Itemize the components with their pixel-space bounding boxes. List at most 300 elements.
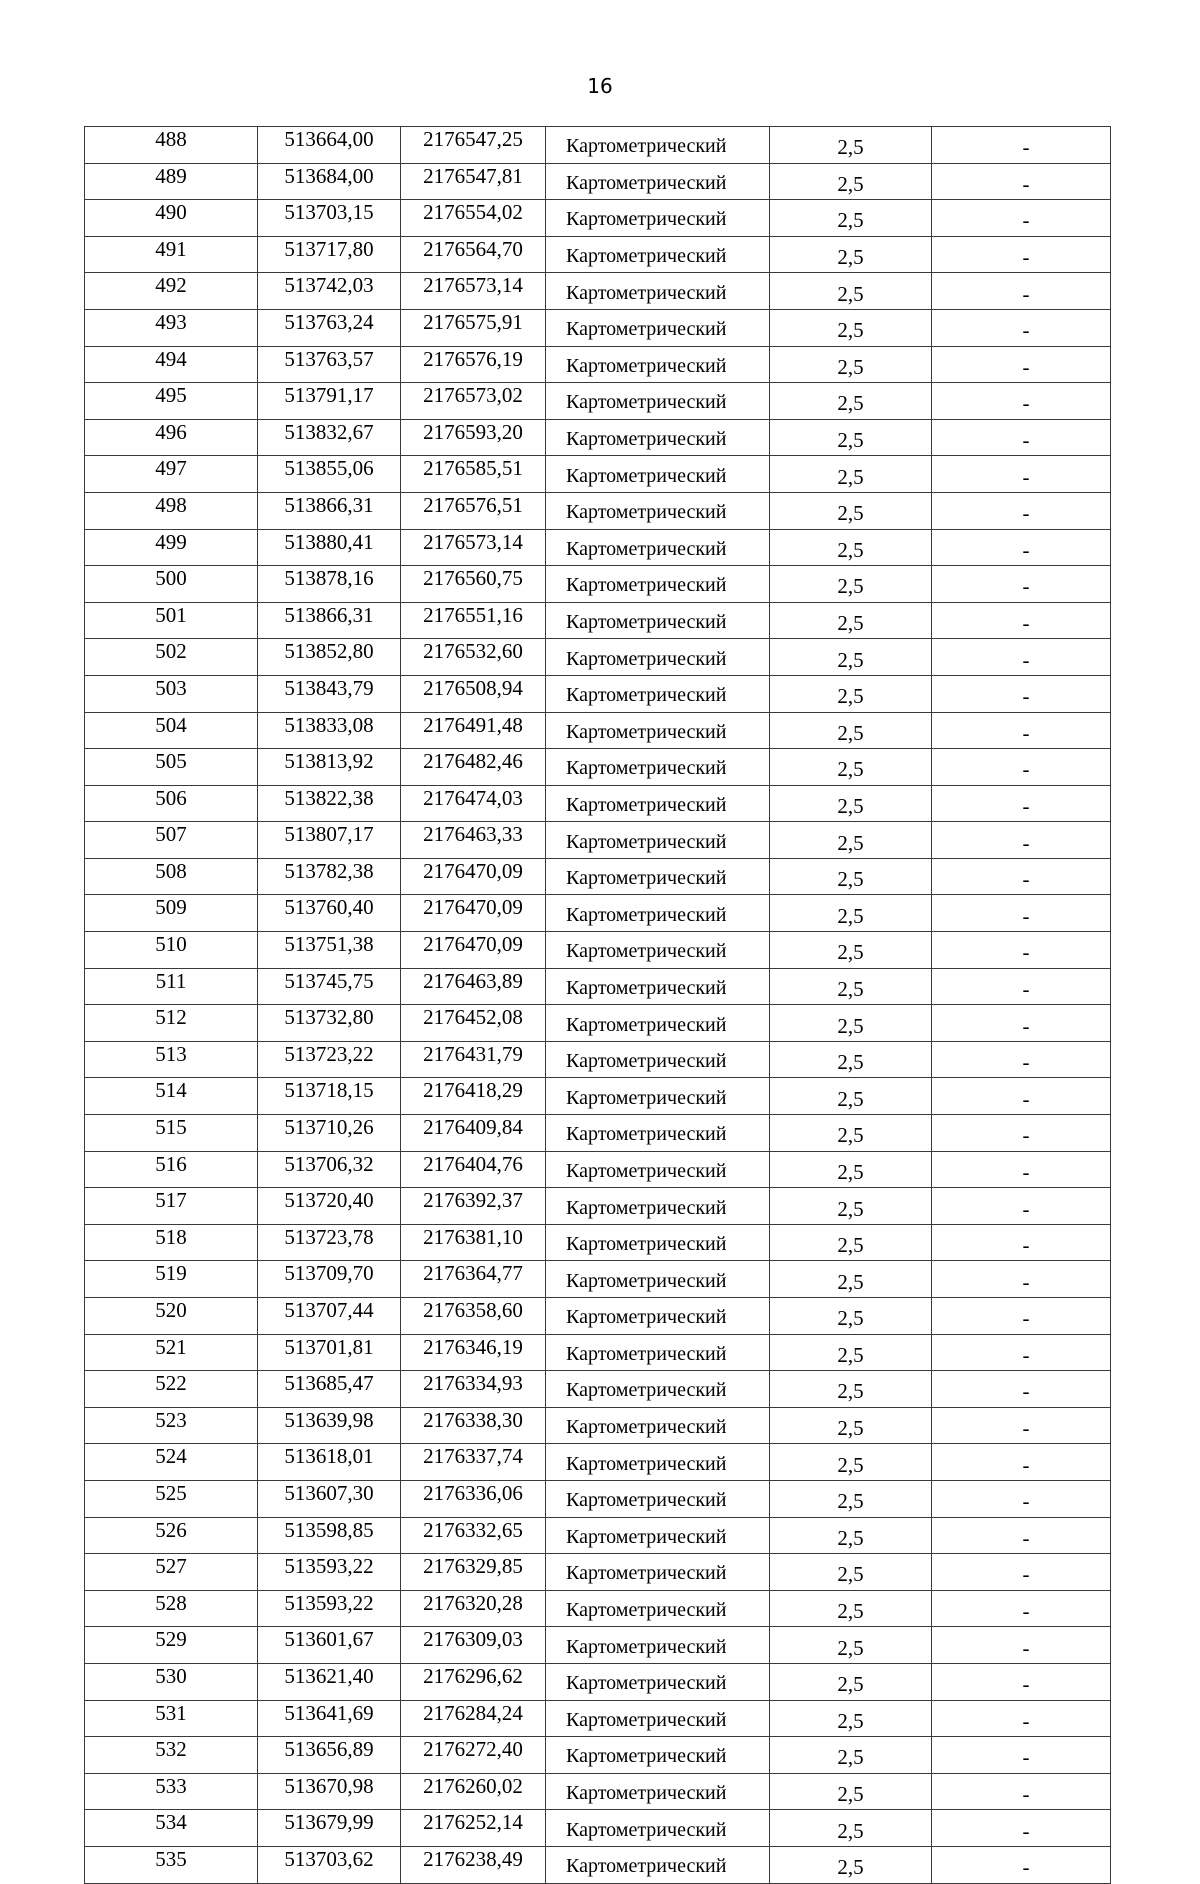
- description-cell: -: [932, 273, 1111, 310]
- point-number-cell: 504: [85, 712, 258, 749]
- description-cell: -: [932, 1078, 1111, 1115]
- accuracy-cell: 2,5: [770, 1590, 932, 1627]
- table-row: [85, 785, 1111, 822]
- accuracy-cell: 2,5: [770, 1224, 932, 1261]
- method-cell: Картометрический: [546, 163, 770, 200]
- table-row: [85, 1444, 1111, 1481]
- y-coordinate-cell: 2176358,60: [401, 1298, 546, 1335]
- accuracy-cell: 2,5: [770, 1298, 932, 1335]
- description-cell: -: [932, 1407, 1111, 1444]
- table-row: [85, 1810, 1111, 1847]
- x-coordinate-cell: 513593,22: [258, 1554, 401, 1591]
- point-number-cell: 528: [85, 1590, 258, 1627]
- x-coordinate-cell: 513843,79: [258, 675, 401, 712]
- x-coordinate-cell: 513760,40: [258, 895, 401, 932]
- accuracy-cell: 2,5: [770, 1737, 932, 1774]
- description-cell: -: [932, 1005, 1111, 1042]
- point-number-cell: 496: [85, 419, 258, 456]
- x-coordinate-cell: 513670,98: [258, 1773, 401, 1810]
- method-cell: Картометрический: [546, 675, 770, 712]
- x-coordinate-cell: 513684,00: [258, 163, 401, 200]
- table-row: [85, 1700, 1111, 1737]
- method-cell: Картометрический: [546, 932, 770, 969]
- method-cell: Картометрический: [546, 1700, 770, 1737]
- table-row: [85, 858, 1111, 895]
- table-row: [85, 529, 1111, 566]
- table-row: [85, 1773, 1111, 1810]
- table-row: [85, 1298, 1111, 1335]
- description-cell: -: [932, 1298, 1111, 1335]
- description-cell: -: [932, 1224, 1111, 1261]
- y-coordinate-cell: 2176409,84: [401, 1115, 546, 1152]
- method-cell: Картометрический: [546, 712, 770, 749]
- description-cell: -: [932, 492, 1111, 529]
- table-row: [85, 968, 1111, 1005]
- x-coordinate-cell: 513732,80: [258, 1005, 401, 1042]
- method-cell: Картометрический: [546, 346, 770, 383]
- x-coordinate-cell: 513880,41: [258, 529, 401, 566]
- accuracy-cell: 2,5: [770, 639, 932, 676]
- x-coordinate-cell: 513703,62: [258, 1846, 401, 1883]
- x-coordinate-cell: 513745,75: [258, 968, 401, 1005]
- table-row: [85, 675, 1111, 712]
- description-cell: -: [932, 346, 1111, 383]
- method-cell: Картометрический: [546, 1517, 770, 1554]
- table-row: [85, 1846, 1111, 1883]
- description-cell: -: [932, 602, 1111, 639]
- method-cell: Картометрический: [546, 1151, 770, 1188]
- point-number-cell: 530: [85, 1663, 258, 1700]
- accuracy-cell: 2,5: [770, 1334, 932, 1371]
- accuracy-cell: 2,5: [770, 1846, 932, 1883]
- y-coordinate-cell: 2176364,77: [401, 1261, 546, 1298]
- accuracy-cell: 2,5: [770, 1554, 932, 1591]
- table-row: [85, 1480, 1111, 1517]
- x-coordinate-cell: 513601,67: [258, 1627, 401, 1664]
- method-cell: Картометрический: [546, 1737, 770, 1774]
- table-row: [85, 1627, 1111, 1664]
- point-number-cell: 488: [85, 127, 258, 164]
- y-coordinate-cell: 2176332,65: [401, 1517, 546, 1554]
- point-number-cell: 501: [85, 602, 258, 639]
- description-cell: -: [932, 1773, 1111, 1810]
- description-cell: -: [932, 968, 1111, 1005]
- y-coordinate-cell: 2176474,03: [401, 785, 546, 822]
- accuracy-cell: 2,5: [770, 1188, 932, 1225]
- x-coordinate-cell: 513813,92: [258, 749, 401, 786]
- description-cell: -: [932, 456, 1111, 493]
- point-number-cell: 508: [85, 858, 258, 895]
- y-coordinate-cell: 2176463,89: [401, 968, 546, 1005]
- y-coordinate-cell: 2176338,30: [401, 1407, 546, 1444]
- point-number-cell: 505: [85, 749, 258, 786]
- table-row: [85, 566, 1111, 603]
- table-row: [85, 200, 1111, 237]
- y-coordinate-cell: 2176272,40: [401, 1737, 546, 1774]
- method-cell: Картометрический: [546, 200, 770, 237]
- page-number: 16: [587, 74, 613, 98]
- accuracy-cell: 2,5: [770, 1444, 932, 1481]
- y-coordinate-cell: 2176431,79: [401, 1041, 546, 1078]
- point-number-cell: 524: [85, 1444, 258, 1481]
- x-coordinate-cell: 513742,03: [258, 273, 401, 310]
- x-coordinate-cell: 513717,80: [258, 236, 401, 273]
- x-coordinate-cell: 513707,44: [258, 1298, 401, 1335]
- method-cell: Картометрический: [546, 1115, 770, 1152]
- method-cell: Картометрический: [546, 749, 770, 786]
- accuracy-cell: 2,5: [770, 1773, 932, 1810]
- method-cell: Картометрический: [546, 1334, 770, 1371]
- y-coordinate-cell: 2176334,93: [401, 1371, 546, 1408]
- y-coordinate-cell: 2176238,49: [401, 1846, 546, 1883]
- y-coordinate-cell: 2176547,81: [401, 163, 546, 200]
- description-cell: -: [932, 785, 1111, 822]
- x-coordinate-cell: 513723,78: [258, 1224, 401, 1261]
- point-number-cell: 526: [85, 1517, 258, 1554]
- x-coordinate-cell: 513763,57: [258, 346, 401, 383]
- y-coordinate-cell: 2176418,29: [401, 1078, 546, 1115]
- point-number-cell: 519: [85, 1261, 258, 1298]
- table-row: [85, 1005, 1111, 1042]
- table-row: [85, 163, 1111, 200]
- description-cell: -: [932, 749, 1111, 786]
- description-cell: -: [932, 163, 1111, 200]
- table-row: [85, 309, 1111, 346]
- x-coordinate-cell: 513833,08: [258, 712, 401, 749]
- method-cell: Картометрический: [546, 858, 770, 895]
- method-cell: Картометрический: [546, 1773, 770, 1810]
- table-row: [85, 639, 1111, 676]
- method-cell: Картометрический: [546, 1480, 770, 1517]
- description-cell: -: [932, 1627, 1111, 1664]
- method-cell: Картометрический: [546, 492, 770, 529]
- point-number-cell: 525: [85, 1480, 258, 1517]
- method-cell: Картометрический: [546, 639, 770, 676]
- y-coordinate-cell: 2176564,70: [401, 236, 546, 273]
- accuracy-cell: 2,5: [770, 200, 932, 237]
- y-coordinate-cell: 2176554,02: [401, 200, 546, 237]
- description-cell: -: [932, 1846, 1111, 1883]
- table-row: [85, 895, 1111, 932]
- table-row: [85, 1371, 1111, 1408]
- description-cell: -: [932, 675, 1111, 712]
- y-coordinate-cell: 2176585,51: [401, 456, 546, 493]
- table-row: [85, 346, 1111, 383]
- description-cell: -: [932, 1371, 1111, 1408]
- point-number-cell: 506: [85, 785, 258, 822]
- method-cell: Картометрический: [546, 1810, 770, 1847]
- y-coordinate-cell: 2176547,25: [401, 127, 546, 164]
- accuracy-cell: 2,5: [770, 675, 932, 712]
- point-number-cell: 491: [85, 236, 258, 273]
- description-cell: -: [932, 1444, 1111, 1481]
- table-row: [85, 127, 1111, 164]
- description-cell: -: [932, 1554, 1111, 1591]
- x-coordinate-cell: 513832,67: [258, 419, 401, 456]
- point-number-cell: 511: [85, 968, 258, 1005]
- x-coordinate-cell: 513703,15: [258, 200, 401, 237]
- y-coordinate-cell: 2176551,16: [401, 602, 546, 639]
- y-coordinate-cell: 2176404,76: [401, 1151, 546, 1188]
- accuracy-cell: 2,5: [770, 566, 932, 603]
- x-coordinate-cell: 513866,31: [258, 492, 401, 529]
- method-cell: Картометрический: [546, 566, 770, 603]
- point-number-cell: 502: [85, 639, 258, 676]
- y-coordinate-cell: 2176463,33: [401, 822, 546, 859]
- y-coordinate-cell: 2176284,24: [401, 1700, 546, 1737]
- point-number-cell: 533: [85, 1773, 258, 1810]
- accuracy-cell: 2,5: [770, 456, 932, 493]
- method-cell: Картометрический: [546, 785, 770, 822]
- point-number-cell: 495: [85, 383, 258, 420]
- point-number-cell: 532: [85, 1737, 258, 1774]
- y-coordinate-cell: 2176576,19: [401, 346, 546, 383]
- accuracy-cell: 2,5: [770, 1407, 932, 1444]
- y-coordinate-cell: 2176337,74: [401, 1444, 546, 1481]
- method-cell: Картометрический: [546, 383, 770, 420]
- x-coordinate-cell: 513763,24: [258, 309, 401, 346]
- point-number-cell: 521: [85, 1334, 258, 1371]
- accuracy-cell: 2,5: [770, 932, 932, 969]
- point-number-cell: 507: [85, 822, 258, 859]
- point-number-cell: 509: [85, 895, 258, 932]
- x-coordinate-cell: 513639,98: [258, 1407, 401, 1444]
- accuracy-cell: 2,5: [770, 1261, 932, 1298]
- x-coordinate-cell: 513621,40: [258, 1663, 401, 1700]
- y-coordinate-cell: 2176381,10: [401, 1224, 546, 1261]
- description-cell: -: [932, 1737, 1111, 1774]
- point-number-cell: 527: [85, 1554, 258, 1591]
- method-cell: Картометрический: [546, 1005, 770, 1042]
- x-coordinate-cell: 513710,26: [258, 1115, 401, 1152]
- x-coordinate-cell: 513807,17: [258, 822, 401, 859]
- x-coordinate-cell: 513782,38: [258, 858, 401, 895]
- accuracy-cell: 2,5: [770, 1078, 932, 1115]
- table-row: [85, 1663, 1111, 1700]
- method-cell: Картометрический: [546, 127, 770, 164]
- point-number-cell: 489: [85, 163, 258, 200]
- x-coordinate-cell: 513718,15: [258, 1078, 401, 1115]
- description-cell: -: [932, 1115, 1111, 1152]
- table-row: [85, 822, 1111, 859]
- table-row: [85, 1224, 1111, 1261]
- method-cell: Картометрический: [546, 1224, 770, 1261]
- y-coordinate-cell: 2176329,85: [401, 1554, 546, 1591]
- table-row: [85, 1115, 1111, 1152]
- description-cell: -: [932, 529, 1111, 566]
- method-cell: Картометрический: [546, 1188, 770, 1225]
- y-coordinate-cell: 2176508,94: [401, 675, 546, 712]
- description-cell: -: [932, 1663, 1111, 1700]
- point-number-cell: 493: [85, 309, 258, 346]
- method-cell: Картометрический: [546, 456, 770, 493]
- y-coordinate-cell: 2176320,28: [401, 1590, 546, 1627]
- table-row: [85, 749, 1111, 786]
- accuracy-cell: 2,5: [770, 383, 932, 420]
- point-number-cell: 535: [85, 1846, 258, 1883]
- description-cell: -: [932, 419, 1111, 456]
- table-row: [85, 1334, 1111, 1371]
- x-coordinate-cell: 513720,40: [258, 1188, 401, 1225]
- description-cell: -: [932, 1334, 1111, 1371]
- x-coordinate-cell: 513593,22: [258, 1590, 401, 1627]
- accuracy-cell: 2,5: [770, 712, 932, 749]
- x-coordinate-cell: 513679,99: [258, 1810, 401, 1847]
- y-coordinate-cell: 2176532,60: [401, 639, 546, 676]
- accuracy-cell: 2,5: [770, 273, 932, 310]
- accuracy-cell: 2,5: [770, 822, 932, 859]
- accuracy-cell: 2,5: [770, 1115, 932, 1152]
- table-row: [85, 1188, 1111, 1225]
- method-cell: Картометрический: [546, 1078, 770, 1115]
- table-row: [85, 273, 1111, 310]
- y-coordinate-cell: 2176575,91: [401, 309, 546, 346]
- table-row: [85, 602, 1111, 639]
- accuracy-cell: 2,5: [770, 309, 932, 346]
- point-number-cell: 522: [85, 1371, 258, 1408]
- method-cell: Картометрический: [546, 968, 770, 1005]
- x-coordinate-cell: 513791,17: [258, 383, 401, 420]
- point-number-cell: 531: [85, 1700, 258, 1737]
- y-coordinate-cell: 2176309,03: [401, 1627, 546, 1664]
- table-row: [85, 1590, 1111, 1627]
- method-cell: Картометрический: [546, 1663, 770, 1700]
- description-cell: -: [932, 1700, 1111, 1737]
- method-cell: Картометрический: [546, 273, 770, 310]
- accuracy-cell: 2,5: [770, 163, 932, 200]
- point-number-cell: 520: [85, 1298, 258, 1335]
- table-row: [85, 1041, 1111, 1078]
- coordinates-table-body: [85, 127, 1111, 1884]
- x-coordinate-cell: 513866,31: [258, 602, 401, 639]
- accuracy-cell: 2,5: [770, 529, 932, 566]
- description-cell: -: [932, 1480, 1111, 1517]
- accuracy-cell: 2,5: [770, 1480, 932, 1517]
- y-coordinate-cell: 2176573,14: [401, 529, 546, 566]
- method-cell: Картометрический: [546, 1371, 770, 1408]
- table-row: [85, 1737, 1111, 1774]
- y-coordinate-cell: 2176392,37: [401, 1188, 546, 1225]
- description-cell: -: [932, 127, 1111, 164]
- table-row: [85, 236, 1111, 273]
- accuracy-cell: 2,5: [770, 1517, 932, 1554]
- method-cell: Картометрический: [546, 236, 770, 273]
- y-coordinate-cell: 2176470,09: [401, 858, 546, 895]
- method-cell: Картометрический: [546, 895, 770, 932]
- point-number-cell: 499: [85, 529, 258, 566]
- accuracy-cell: 2,5: [770, 895, 932, 932]
- point-number-cell: 529: [85, 1627, 258, 1664]
- method-cell: Картометрический: [546, 1590, 770, 1627]
- x-coordinate-cell: 513852,80: [258, 639, 401, 676]
- accuracy-cell: 2,5: [770, 602, 932, 639]
- accuracy-cell: 2,5: [770, 968, 932, 1005]
- table-row: [85, 456, 1111, 493]
- x-coordinate-cell: 513641,69: [258, 1700, 401, 1737]
- x-coordinate-cell: 513607,30: [258, 1480, 401, 1517]
- description-cell: -: [932, 1151, 1111, 1188]
- x-coordinate-cell: 513598,85: [258, 1517, 401, 1554]
- description-cell: -: [932, 1041, 1111, 1078]
- x-coordinate-cell: 513709,70: [258, 1261, 401, 1298]
- point-number-cell: 497: [85, 456, 258, 493]
- description-cell: -: [932, 639, 1111, 676]
- description-cell: -: [932, 1517, 1111, 1554]
- description-cell: -: [932, 236, 1111, 273]
- method-cell: Картометрический: [546, 1846, 770, 1883]
- point-number-cell: 518: [85, 1224, 258, 1261]
- table-row: [85, 1261, 1111, 1298]
- x-coordinate-cell: 513685,47: [258, 1371, 401, 1408]
- accuracy-cell: 2,5: [770, 749, 932, 786]
- point-number-cell: 534: [85, 1810, 258, 1847]
- point-number-cell: 517: [85, 1188, 258, 1225]
- description-cell: -: [932, 1590, 1111, 1627]
- x-coordinate-cell: 513656,89: [258, 1737, 401, 1774]
- point-number-cell: 515: [85, 1115, 258, 1152]
- y-coordinate-cell: 2176470,09: [401, 895, 546, 932]
- y-coordinate-cell: 2176491,48: [401, 712, 546, 749]
- description-cell: -: [932, 566, 1111, 603]
- point-number-cell: 492: [85, 273, 258, 310]
- description-cell: -: [932, 932, 1111, 969]
- description-cell: -: [932, 1261, 1111, 1298]
- method-cell: Картометрический: [546, 602, 770, 639]
- accuracy-cell: 2,5: [770, 1627, 932, 1664]
- table-row: [85, 1517, 1111, 1554]
- accuracy-cell: 2,5: [770, 419, 932, 456]
- accuracy-cell: 2,5: [770, 1151, 932, 1188]
- y-coordinate-cell: 2176336,06: [401, 1480, 546, 1517]
- accuracy-cell: 2,5: [770, 785, 932, 822]
- method-cell: Картометрический: [546, 1261, 770, 1298]
- x-coordinate-cell: 513822,38: [258, 785, 401, 822]
- accuracy-cell: 2,5: [770, 492, 932, 529]
- point-number-cell: 523: [85, 1407, 258, 1444]
- x-coordinate-cell: 513878,16: [258, 566, 401, 603]
- method-cell: Картометрический: [546, 1444, 770, 1481]
- y-coordinate-cell: 2176296,62: [401, 1663, 546, 1700]
- y-coordinate-cell: 2176452,08: [401, 1005, 546, 1042]
- method-cell: Картометрический: [546, 1041, 770, 1078]
- method-cell: Картометрический: [546, 419, 770, 456]
- table-row: [85, 1407, 1111, 1444]
- accuracy-cell: 2,5: [770, 1005, 932, 1042]
- coordinates-table: [84, 126, 1111, 1884]
- point-number-cell: 513: [85, 1041, 258, 1078]
- x-coordinate-cell: 513618,01: [258, 1444, 401, 1481]
- description-cell: -: [932, 858, 1111, 895]
- accuracy-cell: 2,5: [770, 127, 932, 164]
- x-coordinate-cell: 513664,00: [258, 127, 401, 164]
- table-row: [85, 1554, 1111, 1591]
- description-cell: -: [932, 712, 1111, 749]
- y-coordinate-cell: 2176573,14: [401, 273, 546, 310]
- table-row: [85, 419, 1111, 456]
- accuracy-cell: 2,5: [770, 1810, 932, 1847]
- method-cell: Картометрический: [546, 1627, 770, 1664]
- description-cell: -: [932, 1188, 1111, 1225]
- description-cell: -: [932, 200, 1111, 237]
- method-cell: Картометрический: [546, 529, 770, 566]
- x-coordinate-cell: 513723,22: [258, 1041, 401, 1078]
- description-cell: -: [932, 1810, 1111, 1847]
- point-number-cell: 494: [85, 346, 258, 383]
- point-number-cell: 516: [85, 1151, 258, 1188]
- point-number-cell: 510: [85, 932, 258, 969]
- description-cell: -: [932, 822, 1111, 859]
- accuracy-cell: 2,5: [770, 236, 932, 273]
